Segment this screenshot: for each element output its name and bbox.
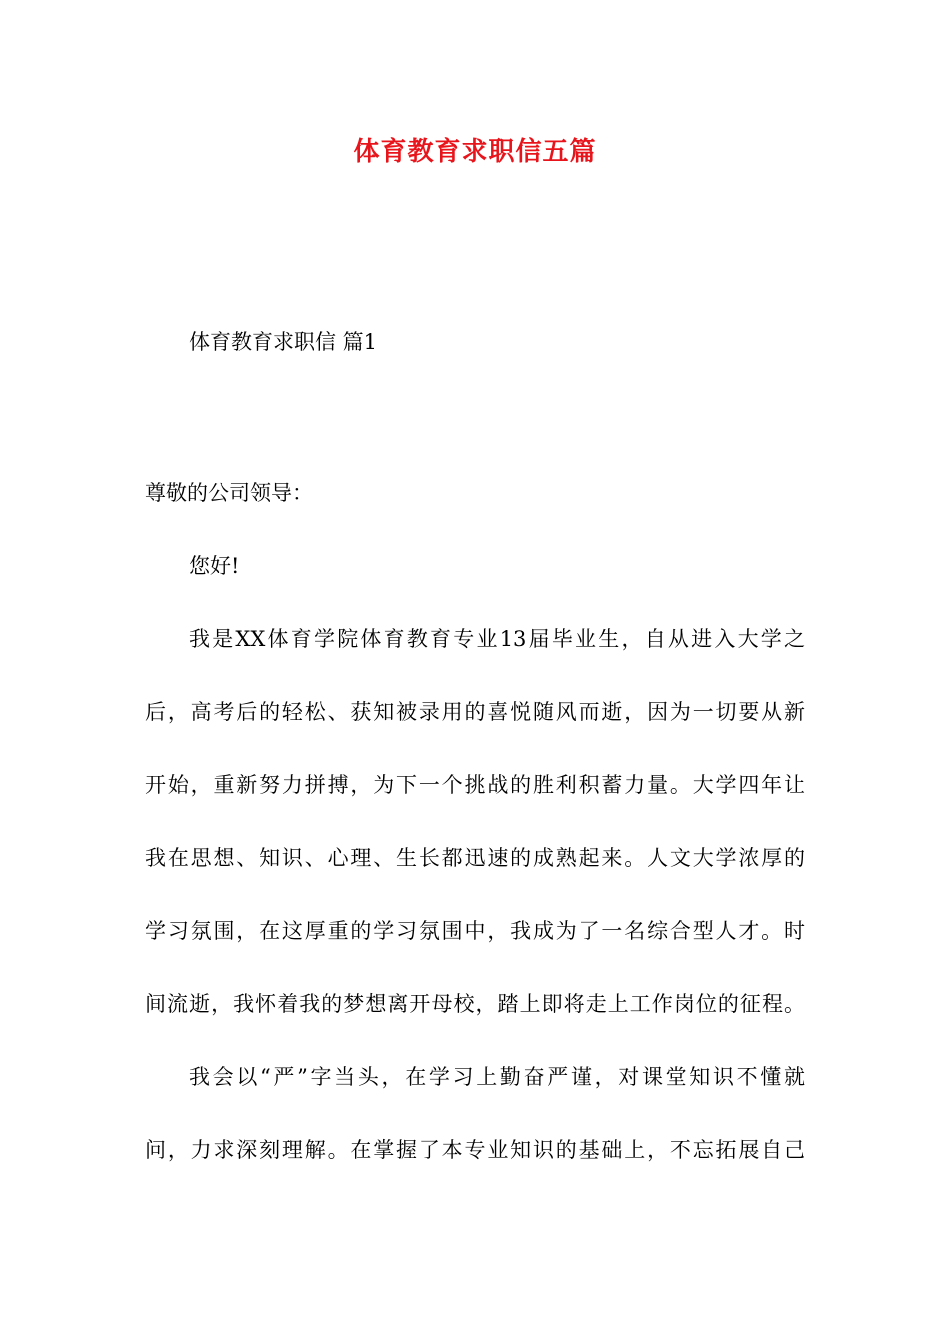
paragraph-line: 学习氛围，在这厚重的学习氛围中，我成为了一名综合型人才。时 <box>145 919 805 943</box>
paragraph-line: 后，高考后的轻松、获知被录用的喜悦随风而逝，因为一切要从新 <box>145 700 805 724</box>
paragraph-2 <box>145 1054 805 1200</box>
paragraph-line: 我会以“严”字当头，在学习上勤奋严谨，对课堂知识不懂就 <box>189 1065 805 1089</box>
paragraph-line: 我是XX体育学院体育教育专业13届毕业生，自从进入大学之 <box>189 627 805 651</box>
letter-body <box>145 470 805 1200</box>
paragraph-line: 间流逝，我怀着我的梦想离开母校，踏上即将走上工作岗位的征程。 <box>145 992 805 1016</box>
salutation: 尊敬的公司领导： <box>145 481 313 505</box>
greeting: 您好! <box>189 554 240 578</box>
paragraph-line: 问，力求深刻理解。在掌握了本专业知识的基础上，不忘拓展自己 <box>145 1138 805 1162</box>
section-heading: 体育教育求职信 篇1 <box>189 330 378 354</box>
paragraph-line: 开始，重新努力拼搏，为下一个挑战的胜利积蓄力量。大学四年让 <box>145 773 805 797</box>
paragraph-line: 我在思想、知识、心理、生长都迅速的成熟起来。人文大学浓厚的 <box>145 846 805 870</box>
paragraph-1 <box>145 616 805 1054</box>
document-title: 体育教育求职信五篇 <box>353 137 597 167</box>
